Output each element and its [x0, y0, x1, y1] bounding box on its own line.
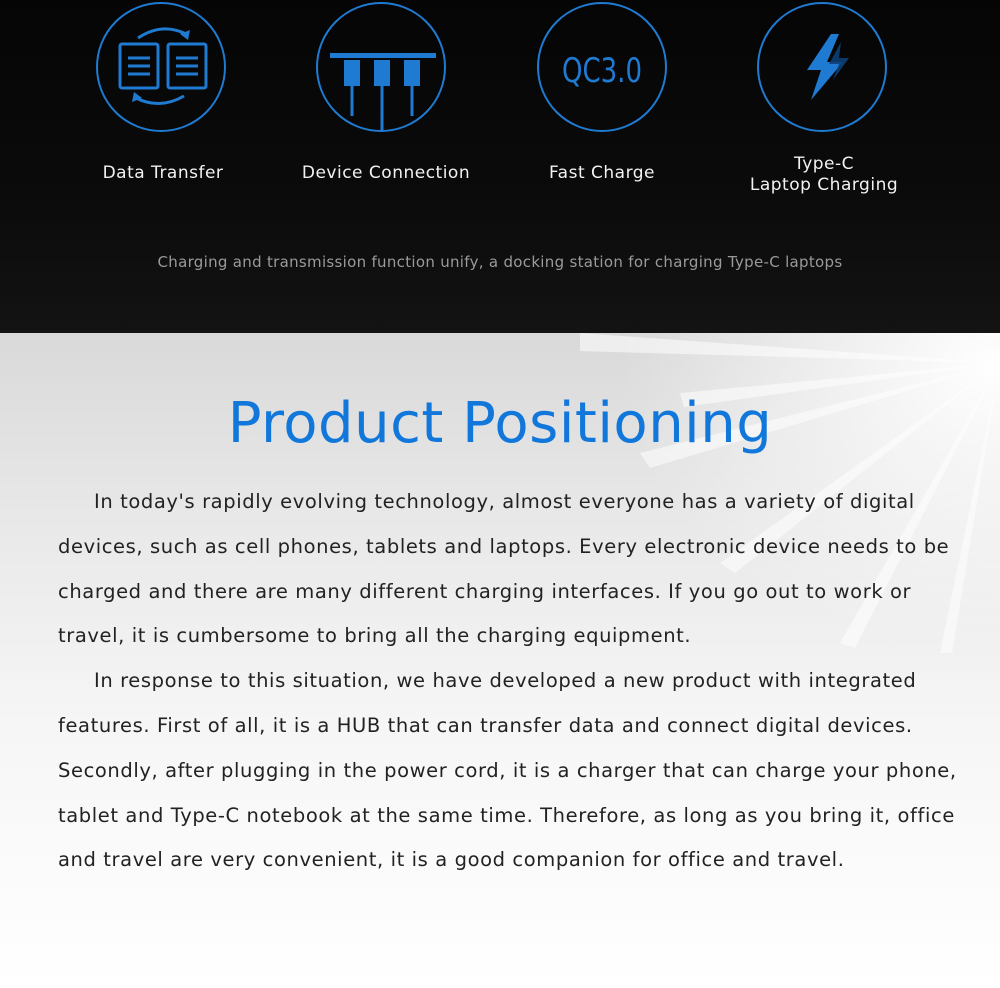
section-body — [58, 480, 958, 883]
qc30-icon-text: QC3.0 — [562, 51, 642, 91]
tagline: Charging and transmission function unify, a docking station for charging Type-C laptops — [157, 253, 843, 271]
feature-label: Fast Charge — [548, 163, 656, 183]
section-title: Product Positioning — [227, 391, 773, 456]
product-positioning-section — [0, 333, 1000, 988]
data-transfer-icon — [96, 2, 226, 132]
usb-ports-icon — [316, 2, 446, 132]
paragraph: In response to this situation, we have developed a new product with integrated features. First of all, it is a HUB that can transfer data and connect digital devices. Secondly, after plugging in the power cord, it is a charger that can charge your phone, tablet and Type-C notebook at the same time. Therefore, as long as you bring it, office and travel are very convenient, it is a good companion for office and travel. — [58, 669, 957, 872]
feature-device-connection — [276, 0, 496, 210]
feature-data-transfer — [53, 0, 273, 210]
feature-fast-charge — [492, 0, 712, 210]
paragraph: In today's rapidly evolving technology, almost everyone has a variety of digital devices, such as cell phones, tablets and laptops. Every electronic device needs to be charged and there are many different charging interfaces. If you go out to work or travel, it is cumbersome to bring all the charging equipment. — [58, 490, 950, 648]
feature-label: Data Transfer — [102, 163, 224, 183]
lightning-bolt-icon — [757, 2, 887, 132]
qc30-icon — [537, 2, 667, 132]
feature-label: Device Connection — [301, 163, 471, 183]
feature-label-line2: Laptop Charging — [749, 175, 899, 195]
feature-type-c-laptop-charging — [714, 0, 934, 210]
feature-label-line1: Type-C — [793, 154, 855, 174]
features-banner — [0, 0, 1000, 333]
